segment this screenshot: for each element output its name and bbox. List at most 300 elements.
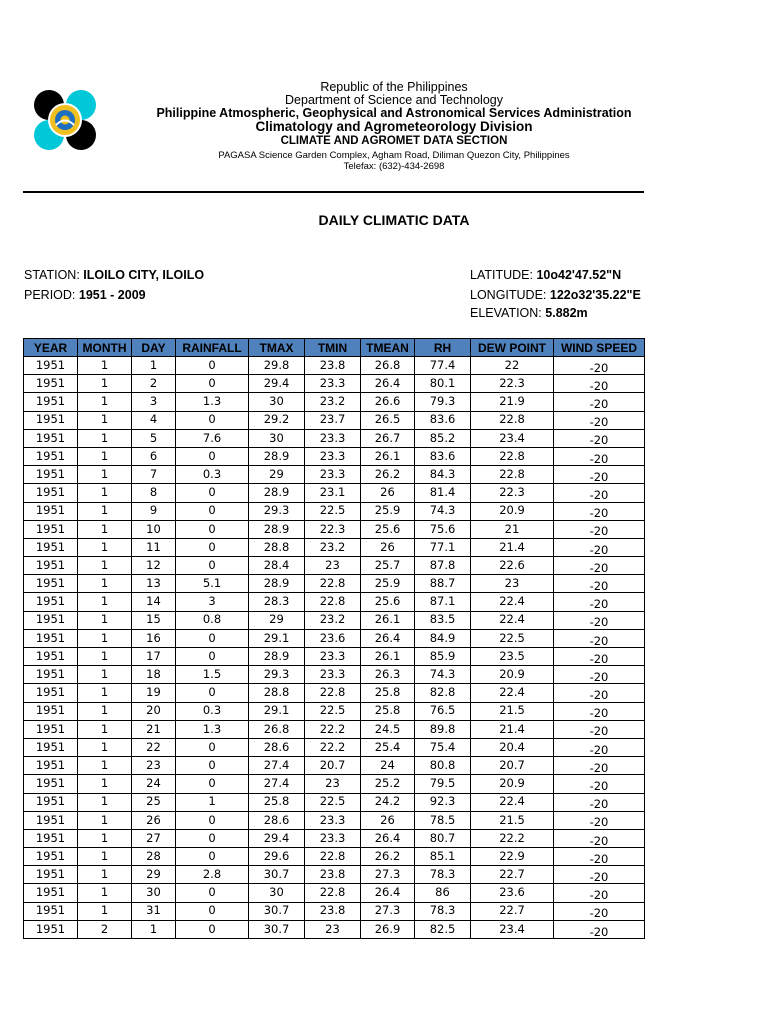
table-cell: -20 xyxy=(554,557,645,575)
table-cell: 23.3 xyxy=(305,666,361,684)
table-row xyxy=(24,775,645,793)
table-cell: 3 xyxy=(176,593,249,611)
table-cell: -20 xyxy=(554,848,645,866)
table-cell: 1 xyxy=(132,920,176,938)
table-cell: 26.8 xyxy=(249,720,305,738)
table-cell: 1.3 xyxy=(176,393,249,411)
table-cell: 1951 xyxy=(24,357,78,375)
table-cell: -20 xyxy=(554,738,645,756)
table-cell: 22.2 xyxy=(305,720,361,738)
table-cell: 23 xyxy=(305,557,361,575)
table-row xyxy=(24,793,645,811)
table-cell: 22.8 xyxy=(305,593,361,611)
table-cell: 0 xyxy=(176,502,249,520)
table-row xyxy=(24,520,645,538)
table-row xyxy=(24,829,645,847)
table-cell: 26.4 xyxy=(361,884,415,902)
table-cell: 22.8 xyxy=(305,575,361,593)
table-row xyxy=(24,920,645,938)
longitude-label: LONGITUDE: xyxy=(470,288,550,302)
table-cell: -20 xyxy=(554,611,645,629)
table-cell: 2 xyxy=(132,375,176,393)
table-cell: 2 xyxy=(78,920,132,938)
table-cell: -20 xyxy=(554,502,645,520)
table-cell: 81.4 xyxy=(415,484,471,502)
table-cell: 0 xyxy=(176,447,249,465)
table-cell: 28.9 xyxy=(249,447,305,465)
table-cell: 23.8 xyxy=(305,866,361,884)
table-cell: -20 xyxy=(554,393,645,411)
table-cell: 26 xyxy=(361,538,415,556)
longitude-clip xyxy=(470,286,644,304)
table-cell: 0 xyxy=(176,757,249,775)
table-cell: 23 xyxy=(305,920,361,938)
page-title: DAILY CLIMATIC DATA xyxy=(318,212,470,228)
table-cell: 26.2 xyxy=(361,466,415,484)
table-cell: 0 xyxy=(176,557,249,575)
table-cell: 0.3 xyxy=(176,702,249,720)
header-address: PAGASA Science Garden Complex, Agham Road, Diliman Quezon City, Philippines xyxy=(218,150,570,161)
table-cell: 8 xyxy=(132,484,176,502)
table-row xyxy=(24,648,645,666)
table-row xyxy=(24,702,645,720)
table-cell: 1 xyxy=(78,866,132,884)
table-cell: 2.8 xyxy=(176,866,249,884)
elevation-info xyxy=(470,306,588,320)
table-cell: 1951 xyxy=(24,411,78,429)
station-value: ILOILO CITY, ILOILO xyxy=(83,268,205,282)
table-cell: 26.2 xyxy=(361,848,415,866)
table-cell: 0 xyxy=(176,357,249,375)
table-cell: -20 xyxy=(554,811,645,829)
table-cell: 75.4 xyxy=(415,738,471,756)
table-cell: -20 xyxy=(554,466,645,484)
table-cell: 25.8 xyxy=(361,702,415,720)
table-row xyxy=(24,811,645,829)
table-cell: 30 xyxy=(249,393,305,411)
table-cell: 23.3 xyxy=(305,648,361,666)
table-cell: 1 xyxy=(78,593,132,611)
table-cell: -20 xyxy=(554,357,645,375)
table-cell: 22.4 xyxy=(471,684,554,702)
table-cell: 1 xyxy=(78,557,132,575)
latitude-label: LATITUDE: xyxy=(470,268,537,282)
table-cell: 0.8 xyxy=(176,611,249,629)
table-row xyxy=(24,538,645,556)
table-cell: 4 xyxy=(132,411,176,429)
table-cell: 1 xyxy=(132,357,176,375)
table-row xyxy=(24,375,645,393)
table-cell: 0 xyxy=(176,884,249,902)
table-cell: 21.5 xyxy=(471,702,554,720)
header-division: Climatology and Agrometeorology Division xyxy=(255,119,533,134)
table-cell: 23.8 xyxy=(305,357,361,375)
table-cell: -20 xyxy=(554,684,645,702)
column-header: DAY xyxy=(132,339,176,357)
table-cell: -20 xyxy=(554,484,645,502)
table-cell: 1 xyxy=(78,447,132,465)
longitude-value: 122o32'35.22"E xyxy=(549,288,641,302)
table-cell: 1951 xyxy=(24,648,78,666)
table-cell: 29.1 xyxy=(249,702,305,720)
table-cell: 0 xyxy=(176,848,249,866)
table-cell: 80.1 xyxy=(415,375,471,393)
table-cell: 28.3 xyxy=(249,593,305,611)
table-cell: 1951 xyxy=(24,920,78,938)
table-cell: 20.9 xyxy=(471,666,554,684)
table-cell: 25.9 xyxy=(361,575,415,593)
table-cell: 26.5 xyxy=(361,411,415,429)
table-cell: 1 xyxy=(176,793,249,811)
table-cell: 13 xyxy=(132,575,176,593)
table-cell: 1 xyxy=(78,648,132,666)
table-cell: -20 xyxy=(554,702,645,720)
table-cell: 80.7 xyxy=(415,829,471,847)
table-cell: 17 xyxy=(132,648,176,666)
table-cell: 29.3 xyxy=(249,502,305,520)
table-cell: 12 xyxy=(132,557,176,575)
table-cell: 0 xyxy=(176,520,249,538)
table-cell: 22 xyxy=(471,357,554,375)
table-cell: 30 xyxy=(132,884,176,902)
latitude-info xyxy=(470,268,621,282)
period-info xyxy=(24,288,146,302)
table-cell: 1 xyxy=(78,757,132,775)
table-row xyxy=(24,866,645,884)
table-cell: 83.6 xyxy=(415,411,471,429)
table-cell: 1951 xyxy=(24,811,78,829)
table-cell: 20.7 xyxy=(471,757,554,775)
table-cell: 85.1 xyxy=(415,848,471,866)
table-cell: 1 xyxy=(78,666,132,684)
table-cell: 28 xyxy=(132,848,176,866)
table-cell: -20 xyxy=(554,720,645,738)
table-cell: 23.6 xyxy=(471,884,554,902)
table-cell: 23.5 xyxy=(471,648,554,666)
table-row xyxy=(24,357,645,375)
table-cell: 31 xyxy=(132,902,176,920)
table-cell: 1951 xyxy=(24,593,78,611)
table-cell: 25.6 xyxy=(361,520,415,538)
table-cell: 29.1 xyxy=(249,629,305,647)
table-cell: 23.7 xyxy=(305,411,361,429)
table-row xyxy=(24,684,645,702)
table-cell: 22.4 xyxy=(471,593,554,611)
table-cell: 22.5 xyxy=(305,702,361,720)
table-cell: 0 xyxy=(176,411,249,429)
table-cell: 1 xyxy=(78,848,132,866)
table-cell: 27.4 xyxy=(249,775,305,793)
header-department: Department of Science and Technology xyxy=(285,93,503,107)
table-cell: 0 xyxy=(176,684,249,702)
table-cell: 23.4 xyxy=(471,429,554,447)
table-cell: 82.8 xyxy=(415,684,471,702)
table-cell: 19 xyxy=(132,684,176,702)
header-agency: Philippine Atmospheric, Geophysical and Astronomical Services Administration xyxy=(156,106,632,120)
table-cell: 84.3 xyxy=(415,466,471,484)
table-cell: 1951 xyxy=(24,575,78,593)
table-cell: 25.2 xyxy=(361,775,415,793)
table-cell: 20.9 xyxy=(471,502,554,520)
table-cell: 22 xyxy=(132,738,176,756)
table-cell: 0 xyxy=(176,811,249,829)
table-cell: 23.2 xyxy=(305,538,361,556)
table-cell: 1 xyxy=(78,902,132,920)
elevation-label: ELEVATION: xyxy=(470,306,546,320)
table-cell: 1 xyxy=(78,702,132,720)
table-row xyxy=(24,484,645,502)
table-cell: 23.6 xyxy=(305,629,361,647)
table-cell: 1951 xyxy=(24,466,78,484)
table-cell: 1951 xyxy=(24,520,78,538)
table-row xyxy=(24,393,645,411)
table-cell: 23.3 xyxy=(305,429,361,447)
table-cell: 27.3 xyxy=(361,902,415,920)
table-cell: 75.6 xyxy=(415,520,471,538)
table-cell: 14 xyxy=(132,593,176,611)
table-cell: 1951 xyxy=(24,757,78,775)
table-cell: -20 xyxy=(554,884,645,902)
table-cell: 0 xyxy=(176,629,249,647)
table-cell: 24 xyxy=(361,757,415,775)
table-row xyxy=(24,575,645,593)
table-cell: -20 xyxy=(554,902,645,920)
table-cell: 25.8 xyxy=(361,684,415,702)
table-cell: 25.7 xyxy=(361,557,415,575)
table-cell: -20 xyxy=(554,411,645,429)
table-body xyxy=(24,357,645,939)
table-cell: 26.1 xyxy=(361,611,415,629)
table-cell: -20 xyxy=(554,866,645,884)
table-cell: 92.3 xyxy=(415,793,471,811)
table-cell: 23.1 xyxy=(305,484,361,502)
table-cell: 23.3 xyxy=(305,811,361,829)
table-cell: 0 xyxy=(176,738,249,756)
table-cell: 23.3 xyxy=(305,447,361,465)
table-cell: 28.9 xyxy=(249,484,305,502)
table-cell: 28.6 xyxy=(249,811,305,829)
table-cell: 1951 xyxy=(24,484,78,502)
table-cell: 1951 xyxy=(24,884,78,902)
table-cell: 10 xyxy=(132,520,176,538)
table-cell: 0 xyxy=(176,538,249,556)
table-cell: 1951 xyxy=(24,829,78,847)
table-cell: 30.7 xyxy=(249,920,305,938)
table-cell: 0 xyxy=(176,648,249,666)
table-cell: 5.1 xyxy=(176,575,249,593)
table-cell: 1 xyxy=(78,484,132,502)
table-cell: 26 xyxy=(132,811,176,829)
table-cell: 23 xyxy=(132,757,176,775)
table-cell: 86 xyxy=(415,884,471,902)
table-cell: 26.1 xyxy=(361,447,415,465)
table-cell: 22.8 xyxy=(471,466,554,484)
table-cell: 22.8 xyxy=(305,884,361,902)
column-header: RAINFALL xyxy=(176,339,249,357)
table-cell: -20 xyxy=(554,775,645,793)
table-cell: 1 xyxy=(78,393,132,411)
table-row xyxy=(24,593,645,611)
table-cell: 1951 xyxy=(24,793,78,811)
table-cell: 1951 xyxy=(24,393,78,411)
header-divider xyxy=(23,191,644,193)
header-republic: Republic of the Philippines xyxy=(320,80,468,94)
table-cell: 26.7 xyxy=(361,429,415,447)
table-cell: 26.8 xyxy=(361,357,415,375)
table-cell: 26.1 xyxy=(361,648,415,666)
table-cell: -20 xyxy=(554,629,645,647)
table-cell: 79.3 xyxy=(415,393,471,411)
longitude-info xyxy=(470,288,641,302)
table-cell: 1951 xyxy=(24,611,78,629)
table-row xyxy=(24,502,645,520)
table-cell: 29.6 xyxy=(249,848,305,866)
table-cell: 21.4 xyxy=(471,720,554,738)
table-cell: 76.5 xyxy=(415,702,471,720)
table-cell: 26 xyxy=(361,484,415,502)
table-cell: 83.5 xyxy=(415,611,471,629)
column-header: MONTH xyxy=(78,339,132,357)
table-cell: 23.3 xyxy=(305,375,361,393)
table-cell: 84.9 xyxy=(415,629,471,647)
table-cell: 85.9 xyxy=(415,648,471,666)
table-cell: 1 xyxy=(78,720,132,738)
table-cell: -20 xyxy=(554,375,645,393)
table-cell: 7.6 xyxy=(176,429,249,447)
table-cell: 16 xyxy=(132,629,176,647)
table-cell: -20 xyxy=(554,666,645,684)
period-value: 1951 - 2009 xyxy=(78,288,146,302)
table-cell: 22.8 xyxy=(471,447,554,465)
table-cell: -20 xyxy=(554,829,645,847)
column-header: YEAR xyxy=(24,339,78,357)
table-cell: 26 xyxy=(361,811,415,829)
table-cell: 28.8 xyxy=(249,684,305,702)
table-cell: -20 xyxy=(554,575,645,593)
table-cell: 25.9 xyxy=(361,502,415,520)
table-cell: 1.3 xyxy=(176,720,249,738)
table-cell: 30.7 xyxy=(249,902,305,920)
table-cell: 23.3 xyxy=(305,466,361,484)
table-cell: 1951 xyxy=(24,557,78,575)
table-cell: 30 xyxy=(249,884,305,902)
table-cell: 26.4 xyxy=(361,629,415,647)
table-cell: 1 xyxy=(78,429,132,447)
table-cell: 0 xyxy=(176,902,249,920)
table-cell: 1 xyxy=(78,884,132,902)
table-cell: 21 xyxy=(471,520,554,538)
table-cell: 22.3 xyxy=(471,484,554,502)
table-cell: 23 xyxy=(305,775,361,793)
table-cell: -20 xyxy=(554,593,645,611)
table-cell: -20 xyxy=(554,538,645,556)
table-cell: 89.8 xyxy=(415,720,471,738)
table-cell: 22.5 xyxy=(305,502,361,520)
table-cell: 82.5 xyxy=(415,920,471,938)
table-cell: 28.9 xyxy=(249,575,305,593)
table-cell: 87.1 xyxy=(415,593,471,611)
table-cell: 1951 xyxy=(24,538,78,556)
table-cell: 78.3 xyxy=(415,866,471,884)
table-cell: 28.9 xyxy=(249,648,305,666)
column-header: RH xyxy=(415,339,471,357)
table-cell: 22.7 xyxy=(471,902,554,920)
table-header-row xyxy=(24,339,645,357)
table-cell: 26.9 xyxy=(361,920,415,938)
table-cell: 20.7 xyxy=(305,757,361,775)
table-cell: 1 xyxy=(78,520,132,538)
table-cell: 9 xyxy=(132,502,176,520)
table-cell: -20 xyxy=(554,793,645,811)
latitude-value: 10o42'47.52"N xyxy=(536,268,622,282)
header-section: CLIMATE AND AGROMET DATA SECTION xyxy=(280,135,508,147)
table-cell: 22.7 xyxy=(471,866,554,884)
column-header: WIND SPEED xyxy=(554,339,645,357)
table-row xyxy=(24,902,645,920)
table-cell: 21.5 xyxy=(471,811,554,829)
table-row xyxy=(24,757,645,775)
table-cell: 29 xyxy=(132,866,176,884)
table-cell: 24 xyxy=(132,775,176,793)
table-row xyxy=(24,557,645,575)
table-cell: 0.3 xyxy=(176,466,249,484)
table-cell: 23.2 xyxy=(305,611,361,629)
table-cell: 11 xyxy=(132,538,176,556)
table-cell: 29 xyxy=(249,611,305,629)
table-cell: 29.3 xyxy=(249,666,305,684)
table-cell: 25.6 xyxy=(361,593,415,611)
table-cell: 28.6 xyxy=(249,738,305,756)
table-cell: 27.4 xyxy=(249,757,305,775)
table-cell: 22.8 xyxy=(471,411,554,429)
table-cell: 78.5 xyxy=(415,811,471,829)
table-cell: 1 xyxy=(78,829,132,847)
table-cell: 25 xyxy=(132,793,176,811)
table-cell: 1 xyxy=(78,357,132,375)
table-cell: 87.8 xyxy=(415,557,471,575)
table-cell: 22.3 xyxy=(471,375,554,393)
pagasa-logo-icon xyxy=(32,89,98,151)
table-cell: 0 xyxy=(176,484,249,502)
table-cell: 1951 xyxy=(24,629,78,647)
station-info xyxy=(24,268,204,282)
table-cell: 26.4 xyxy=(361,375,415,393)
table-cell: 7 xyxy=(132,466,176,484)
table-cell: 22.4 xyxy=(471,793,554,811)
column-header: TMEAN xyxy=(361,339,415,357)
table-cell: 30.7 xyxy=(249,866,305,884)
table-cell: 22.2 xyxy=(305,738,361,756)
table-cell: 1 xyxy=(78,611,132,629)
table-row xyxy=(24,466,645,484)
table-cell: 22.5 xyxy=(471,629,554,647)
table-cell: 29.4 xyxy=(249,829,305,847)
table-cell: 22.3 xyxy=(305,520,361,538)
table-cell: -20 xyxy=(554,757,645,775)
table-cell: 28.9 xyxy=(249,520,305,538)
table-cell: 1 xyxy=(78,793,132,811)
column-header: TMAX xyxy=(249,339,305,357)
table-cell: 30 xyxy=(249,429,305,447)
table-cell: -20 xyxy=(554,447,645,465)
table-cell: 20.4 xyxy=(471,738,554,756)
table-row xyxy=(24,411,645,429)
table-cell: 23.8 xyxy=(305,902,361,920)
table-cell: 26.3 xyxy=(361,666,415,684)
table-cell: 1 xyxy=(78,629,132,647)
table-cell: 1951 xyxy=(24,502,78,520)
table-cell: 83.6 xyxy=(415,447,471,465)
